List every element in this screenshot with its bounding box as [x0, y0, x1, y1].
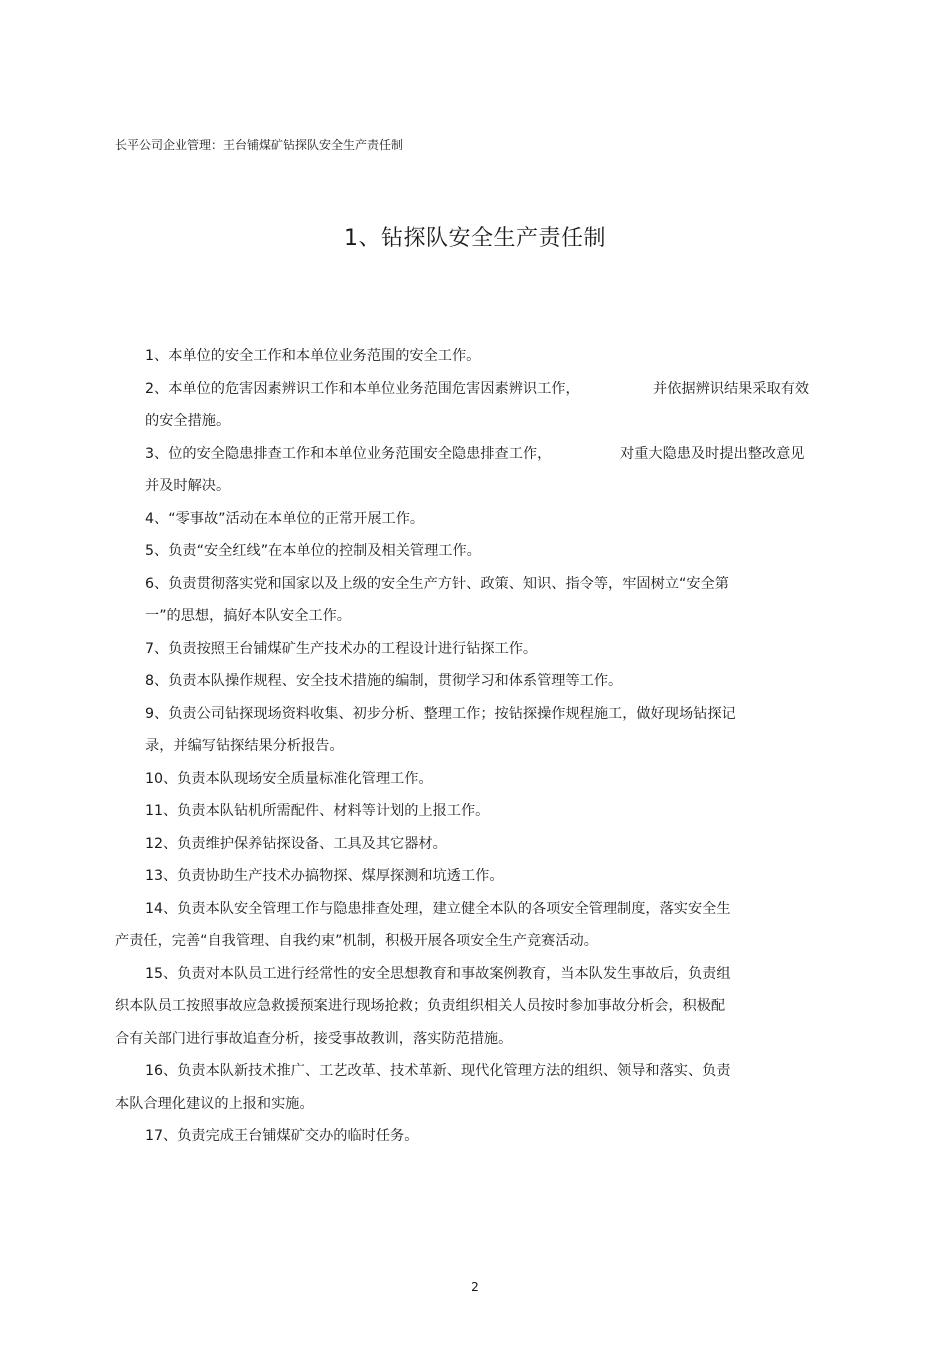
text-line: 7、负责按照王台铺煤矿生产技术办的工程设计进行钻探工作。	[145, 640, 538, 657]
text-line: 16、负责本队新技术推广、工艺改革、技术革新、现代化管理方法的组织、领导和落实、负责	[145, 1063, 731, 1079]
text-line: 本队合理化建议的上报和实施。	[115, 1095, 314, 1112]
text-line: 5、负责“安全红线”在本单位的控制及相关管理工作。	[145, 543, 481, 559]
text-line	[115, 438, 820, 471]
page-number: 2	[471, 1280, 479, 1294]
text-segment: 并依据辨识结果采取有效	[653, 380, 810, 397]
text-segment: 3、位的安全隐患排查工作和本单位业务范围安全隐患排查工作，	[145, 445, 552, 462]
text-line: 9、负责公司钻探现场资料收集、初步分析、整理工作；按钻探操作规程施工，做好现场钻探记	[145, 705, 736, 722]
text-segment: 对重大隐患及时提出整改意见	[620, 445, 805, 462]
text-line: 并及时解决。	[145, 478, 231, 494]
text-line: 13、负责协助生产技术办搞物探、煤厚探测和坑透工作。	[145, 868, 504, 884]
running-header: 长平公司企业管理：王台铺煤矿钻探队安全生产责任制	[115, 138, 404, 152]
text-line: 8、负责本队操作规程、安全技术措施的编制，贯彻学习和体系管理等工作。	[145, 673, 623, 689]
text-line: 11、负责本队钻机所需配件、材料等计划的上报工作。	[145, 803, 490, 819]
text-line: 一”的思想，搞好本队安全工作。	[145, 608, 351, 624]
text-line: 1、本单位的安全工作和本单位业务范围的安全工作。	[145, 348, 481, 364]
text-line: 织本队员工按照事故应急救援预案进行现场抢救；负责组织相关人员按时参加事故分析会，积极配	[115, 998, 726, 1014]
text-line: 12、负责维护保养钻探设备、工具及其它器材。	[145, 835, 447, 852]
text-line: 产责任，完善“自我管理、自我约束”机制，积极开展各项安全生产竞赛活动。	[115, 933, 598, 949]
text-line: 17、负责完成王台铺煤矿交办的临时任务。	[145, 1128, 419, 1144]
document-title: 1、钻探队安全生产责任制	[344, 226, 606, 251]
text-line: 4、“零事故”活动在本单位的正常开展工作。	[145, 510, 425, 527]
text-line: 10、负责本队现场安全质量标准化管理工作。	[145, 770, 433, 787]
text-line: 6、负责贯彻落实党和国家以及上级的安全生产方针、政策、知识、指令等，牢固树立“安全第	[145, 575, 729, 592]
text-line: 15、负责对本队员工进行经常性的安全思想教育和事故案例教育，当本队发生事故后，负责组	[145, 965, 731, 982]
text-line	[115, 373, 820, 406]
document-body	[115, 340, 820, 1153]
text-line: 录，并编写钻探结果分析报告。	[145, 738, 344, 754]
text-line: 的安全措施。	[145, 413, 231, 429]
text-line: 14、负责本队安全管理工作与隐患排查处理，建立健全本队的各项安全管理制度，落实安全生	[145, 900, 731, 917]
text-line: 合有关部门进行事故追查分析，接受事故教训，落实防范措施。	[115, 1030, 513, 1047]
text-segment: 2、本单位的危害因素辨识工作和本单位业务范围危害因素辨识工作，	[145, 380, 580, 397]
